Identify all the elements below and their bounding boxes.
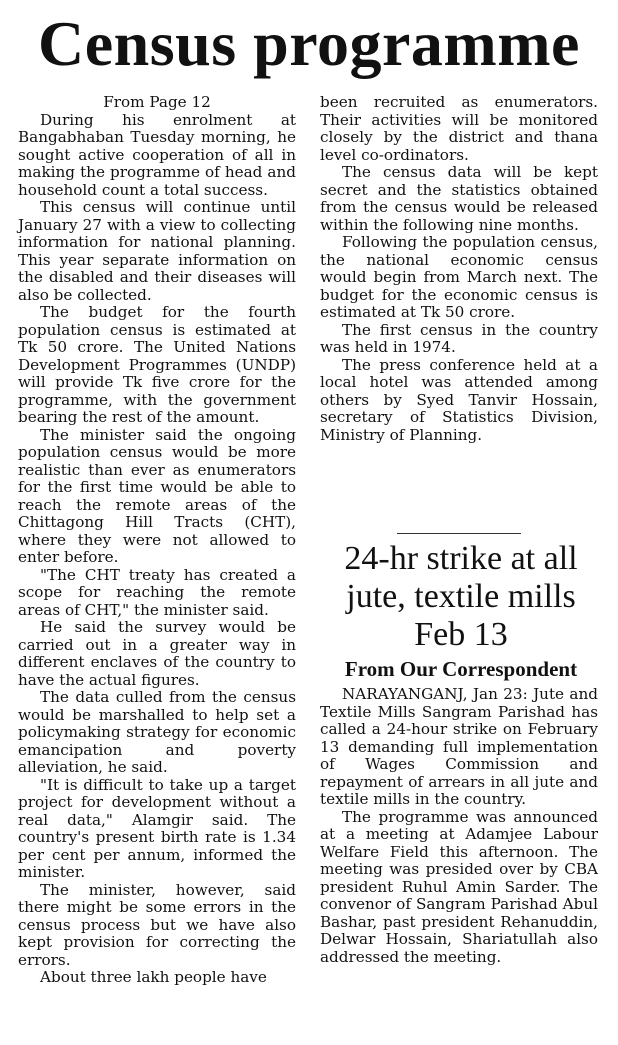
headline: Census programme [38,8,580,79]
section-divider [397,533,521,534]
paragraph: "The CHT treaty has created a scope for reaching the remote areas of CHT," the minister said. [18,565,296,619]
byline: From Our Correspondent [344,657,578,681]
paragraph: The first census in the country was held in 1974. [320,320,598,356]
paragraph: He said the survey would be carried out in a greater way in different enclaves of the country to have the actual figures. [18,618,296,689]
paragraph: During his enrolment at Bangabhaban Tuesday morning, he sought active cooperation of all in making the programme of head and household count a total success. [18,110,296,199]
from-page-label: From Page 12 [103,93,211,111]
strike-headline: 24-hr strike at all jute, textile mills Feb 13 [344,540,578,653]
paragraph: This census will continue until January 27 with a view to collecting information for national planning. This year separate information on the disabled and their diseases will also be collected. [18,198,296,304]
paragraph: About three lakh people have [40,968,267,986]
main-story-column-right [320,94,598,444]
paragraph: The census data will be kept secret and the statistics obtained from the census would be released within the following nine months. [320,163,598,234]
paragraph: The programme was announced at a meeting at Adamjee Labour Welfare Field this afternoon. The meeting was presided over by CBA president Ruhul Amin Sarder. The convenor of Sangram Parishad Abul Bashar, past president Rehanuddin, Delwar Hossain, Shariatullah also addressed the meeting. [320,807,598,966]
paragraph: The minister, however, said there might be some errors in the census process but we have also kept provision for correcting the errors. [18,880,296,969]
paragraph: The minister said the ongoing population census would be more realistic than ever as enumerators for the first time would be able to reach the remote areas of the Chittagong Hill Tracts (CHT), where they were not allowed to enter before. [18,425,296,566]
paragraph: The budget for the fourth population census is estimated at Tk 50 crore. The United Nations Development Programmes (UNDP) will provide Tk five crore for the programme, with the government bearing the rest of the amount. [18,303,296,426]
strike-story-column [320,686,598,966]
paragraph: The press conference held at a local hotel was attended among others by Syed Tanvir Hossain, secretary of Statistics Division, Ministry of Planning. [320,355,598,444]
paragraph: "It is difficult to take up a target project for development without a real data," Alamgir said. The country's present birth rate is 1.34 per cent per annum, informed the minister. [18,775,296,881]
paragraph: been recruited as enumerators. Their activities will be monitored closely by the district and thana level co-ordinators. [320,93,598,164]
paragraph: The data culled from the census would be marshalled to help set a policymaking strategy for economic emancipation and poverty alleviation, he said. [18,688,296,776]
paragraph: Following the population census, the national economic census would begin from March next. The budget for the economic census is estimated at Tk 50 crore. [320,233,598,321]
paragraph: NARAYANGANJ, Jan 23: Jute and Textile Mills Sangram Parishad has called a 24-hour strike on February 13 demanding full implementation of Wages Commission and repayment of arrears in all jute and textile mills in the country. [320,685,598,808]
main-story-column-left [18,94,296,987]
